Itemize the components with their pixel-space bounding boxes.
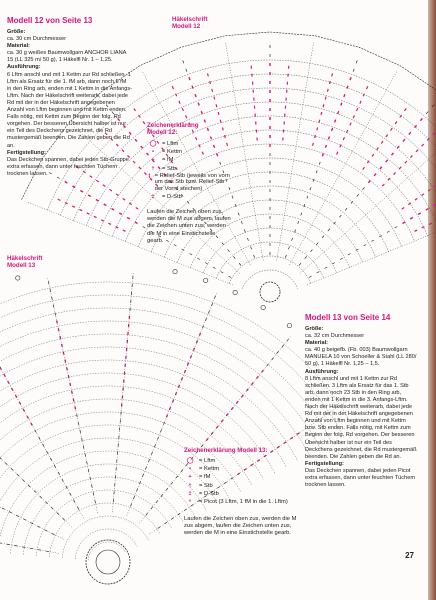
chart12-stitch — [186, 69, 187, 72]
chart12-stitch — [88, 195, 91, 197]
chart12-stitch — [337, 152, 338, 155]
chart12-stitch — [341, 103, 342, 106]
chart12-stitch — [186, 115, 187, 118]
chart13-center-ring — [96, 550, 120, 574]
chart12-stitch — [382, 184, 384, 186]
dstb-icon: ‡ — [151, 193, 155, 200]
chart12-stitch — [387, 231, 390, 233]
model13-instructions — [305, 326, 418, 489]
chart13-center-ring — [86, 540, 130, 584]
chart12-stitch — [322, 236, 324, 238]
oval-icon: ◯ — [149, 141, 157, 147]
chart12-stitch — [183, 60, 184, 63]
chart12-stitch — [335, 120, 336, 123]
chart12-stitch — [394, 173, 396, 175]
chart12-stitch — [133, 161, 135, 163]
chart13-round — [23, 477, 183, 555]
chart12-stitch — [353, 115, 354, 118]
model12-ausfuehrung: 6 Lftm anschl und mit 1 Kettm zur Rd schließen. 1 Lftm als Ersatz für die 1. fM arb, dann noch 5 fM in den Ring arb, enden mit 1 Kettm in die Anfangs-Lftm. Nach der Häkelschrift weiterarb, dabei jede Rd mit der in der Häkelschrift angegebenen Anzahl von Lftm beginnen und mit Kettm enden. Falls nötig, mit Kettm zum Beginn der folg. Rd vorgehen. Der besseren Übersicht halber ist nur ein Teil des Deckchens gezeichnet, die Rd mustergemäß beenden. Die Zahlen geben die Rd an. — [7, 71, 133, 149]
chart12-stitch — [364, 245, 367, 247]
chart12-stitch — [363, 187, 365, 189]
chart13-picot — [203, 278, 207, 282]
chart12-stitch — [65, 182, 68, 184]
legend12-item: ◯ = Lftm — [147, 140, 231, 148]
chart12-stitch — [410, 155, 412, 157]
chart12-stitch — [325, 267, 328, 269]
chart12-stitch — [79, 209, 82, 210]
chart12-stitch — [136, 207, 138, 209]
legend12-item: ‡ = D-Stb — [147, 193, 231, 201]
chart12-stitch — [386, 135, 388, 137]
chart12-stitch — [350, 123, 351, 126]
chart12-stitch — [298, 221, 299, 224]
chart12-stitch — [426, 209, 429, 211]
chart12-stitch — [313, 143, 314, 146]
chart12-stitch — [104, 204, 107, 206]
chart12-stitch — [197, 258, 200, 260]
chart12-stitch — [247, 238, 248, 241]
chart12-stitch — [307, 196, 308, 199]
chart12-stitch — [213, 267, 216, 269]
chart12-stitch — [339, 215, 341, 217]
chart12-stitch — [347, 130, 348, 133]
chart12-stitch — [395, 122, 397, 124]
chart12-stitch — [328, 229, 330, 231]
chart12-stitch — [94, 216, 97, 217]
chart12-stitch — [310, 187, 311, 190]
chart12-stitch — [112, 209, 115, 211]
chart12-stitch — [198, 103, 199, 106]
model12-ausfuehrung-label: Ausführung: — [7, 64, 41, 71]
chart12-stitch — [316, 243, 318, 245]
chart12-stitch — [367, 86, 368, 89]
chart12-stitch — [427, 138, 429, 140]
chart12-stitch — [422, 227, 425, 228]
legend13-item: + = fM — [184, 473, 302, 481]
chart12-stitch — [399, 167, 401, 169]
chart12-stitch — [96, 180, 98, 182]
legend13-item: ‡ = D-Stb — [184, 490, 302, 498]
model13-material-label: Material: — [305, 340, 329, 347]
chart12-stitch — [391, 128, 393, 130]
chart12-stitch — [371, 240, 374, 242]
chart12-stitch — [182, 108, 183, 111]
legend12-title: Zeichenerklärung Modell 12: — [147, 122, 199, 137]
model13-ausfuehrung-label: Ausführung: — [305, 368, 339, 375]
legend13-item: † = Stb — [184, 482, 302, 490]
chart13-round — [62, 516, 148, 558]
chart12-stitch — [386, 160, 388, 162]
chart12-stitch — [72, 206, 75, 207]
chart12-stitch — [309, 276, 312, 278]
chart12-stitch — [433, 133, 435, 135]
chart12-stitch — [218, 112, 219, 115]
chart12-stitch — [214, 97, 215, 100]
chart12-stitch — [319, 162, 320, 165]
chart12-stitch — [410, 218, 413, 220]
chart12-stitch — [80, 191, 83, 193]
chart12-stitch — [127, 218, 130, 220]
chart12-stitch — [212, 89, 213, 92]
model13-fertigstellung: Das Deckchen spannen, dabei jeden Picot extra erfassen, dann unter feuchten Tüchern trocknen lassen. — [305, 467, 416, 489]
legend12-item: + = fM — [147, 156, 231, 164]
chart12-stitch — [204, 120, 205, 123]
model12-material: ca. 30 g weißes Baumwollgarn ANCHOR LIANA 15 (LL 325 m/ 50 g), 1 Häkelfl Nr. 1 – 1,25. — [7, 50, 127, 64]
chart12-stitch — [172, 86, 173, 89]
chart12-stitch — [288, 246, 289, 249]
chart12-stitch — [426, 112, 428, 114]
chart12-stitch — [103, 185, 105, 187]
chart12-stitch — [310, 249, 312, 251]
chart12-stitch — [189, 254, 192, 256]
chart12-stitch — [404, 108, 406, 110]
chart12-stitch — [189, 77, 190, 80]
dot-icon: • — [188, 466, 192, 473]
chart12-stitch — [323, 104, 324, 107]
stb-icon: † — [151, 165, 155, 172]
chart12-stitch — [58, 199, 61, 200]
chart12-stitch — [235, 204, 236, 207]
chart13-round — [88, 542, 126, 560]
chart12-divider — [307, 201, 436, 285]
model12-groesse-label: Größe: — [7, 29, 26, 35]
chart12-stitch — [397, 146, 399, 148]
chart12-stitch — [403, 139, 405, 141]
chart13-picot — [261, 305, 265, 309]
model13-material: ca. 40 g beigefb. (Fb. 003) Baumwollgarn MANUELA 10 von Schoeller & Stahl (LL 280/ 50 g), 1 Häkelfl Nr. 1,25 – 1,5. — [305, 347, 417, 368]
chart12-stitch — [420, 118, 422, 120]
chart12-stitch — [285, 255, 286, 258]
legend13-item: ᵒ = Picot (3 Lftm, 1 fM in die 1. Lftm) — [184, 498, 302, 506]
model12-instructions — [7, 29, 132, 178]
chart12-stitch — [332, 73, 333, 76]
chart12-stitch — [225, 135, 226, 138]
chart13-round — [49, 503, 160, 557]
legend13 — [184, 457, 302, 506]
chart12-stitch — [143, 122, 145, 124]
chart12-stitch — [363, 94, 364, 97]
oval-icon: ◯ — [186, 458, 194, 464]
chart12-stitch — [418, 213, 421, 215]
chart12-stitch — [348, 254, 351, 256]
chart12-stitch — [317, 127, 318, 130]
chart12-stitch — [332, 263, 335, 265]
model13-fertigstellung-label: Fertigstellung: — [305, 460, 344, 467]
legend13-item: ◯ = Lftm — [184, 457, 302, 465]
model12-groesse: ca. 30 cm Durchmesser — [7, 36, 67, 43]
chart12-stitch — [141, 146, 143, 148]
chart12-stitch — [357, 194, 359, 196]
chart12-stitch — [327, 89, 328, 92]
chart12-stitch — [179, 101, 180, 104]
chart12-stitch — [332, 128, 333, 131]
chart12-stitch — [315, 135, 316, 138]
chart13-picot — [16, 276, 20, 280]
chart12-stitch — [241, 221, 242, 224]
chart12-stitch — [316, 170, 317, 173]
relief-stb-icon: ƫ — [148, 172, 151, 179]
legend12-note: Laufen die Zeichen oben zus, werden die M zus abgem, laufen die Zeichen unten zus, werden die M in eine Einstichstelle gearb. — [147, 209, 231, 244]
chart13-picot — [233, 290, 237, 294]
chart12-stitch — [374, 174, 376, 176]
chart12-stitch — [409, 132, 411, 134]
chart12-stitch — [422, 144, 424, 146]
chart12-stitch — [135, 139, 137, 141]
chart12-center-ring — [260, 282, 280, 302]
dstb-icon: ‡ — [188, 490, 192, 497]
chart12-stitch — [325, 97, 326, 100]
model12-title: Modell 12 von Seite 13 — [7, 16, 93, 25]
chart12-stitch — [233, 256, 235, 258]
chart12-stitch — [201, 111, 202, 114]
chart12-stitch — [408, 203, 410, 205]
chart13-picot — [287, 323, 291, 327]
dot-icon: • — [151, 149, 155, 156]
chart12-stitch — [313, 179, 314, 182]
model12-material-label: Material: — [7, 43, 31, 50]
chart12-stitch — [251, 246, 252, 249]
model13-title: Modell 13 von Seite 14 — [305, 313, 391, 322]
chart12-stitch — [216, 104, 217, 107]
chart13-picot — [173, 269, 177, 273]
chart12-stitch — [221, 272, 224, 274]
model12-fertigstellung: Das Deckchen spannen, dabei jeden Stb-Gruppe extra erfassen, dann unter feuchten Tüchern trocknen lassen. — [7, 156, 129, 177]
chart12-label: Häkelschrift Modell 12 — [172, 16, 208, 31]
chart13-round — [0, 334, 309, 542]
chart12-stitch — [176, 94, 177, 97]
chart12-stitch — [192, 86, 193, 89]
stb-icon: † — [188, 482, 192, 489]
chart13-round — [0, 451, 206, 552]
model13-groesse: ca. 32 cm Durchmesser — [305, 333, 365, 340]
chart12-stitch — [228, 276, 231, 278]
chart12-stitch — [138, 115, 140, 117]
chart12-stitch — [301, 213, 302, 216]
chart12-stitch — [377, 148, 379, 150]
chart12-stitch — [220, 120, 221, 123]
legend12-item: • = Kettm — [147, 148, 231, 156]
chart12-stitch — [403, 222, 406, 224]
chart12-stitch — [381, 141, 383, 143]
chart12-stitch — [228, 249, 230, 251]
chart12-stitch — [319, 120, 320, 123]
legend12-item: † = Stb — [147, 165, 231, 173]
chart13-round — [0, 321, 321, 541]
chart12-stitch — [400, 115, 402, 117]
chart12-stitch — [299, 263, 301, 265]
chart12-stitch — [415, 125, 417, 127]
chart12-stitch — [345, 208, 347, 210]
chart13-round — [36, 490, 171, 556]
chart13-label: Häkelschrift Modell 13 — [7, 255, 43, 270]
chart12-stitch — [395, 227, 398, 229]
chart12-stitch — [208, 73, 209, 76]
chart12-stitch — [123, 198, 125, 200]
model12-fertigstellung-label: Fertigstellung: — [7, 149, 46, 156]
chart12-stitch — [210, 136, 211, 139]
legend13-note: Laufen die Zeichen oben zus, werden die M zus abgem, laufen die Zeichen unten zus, werden die M in eine Einstichstelle gearb. — [184, 516, 297, 537]
chart12-stitch — [428, 189, 430, 191]
chart12-stitch — [143, 227, 146, 229]
chart12-stitch — [402, 207, 404, 209]
chart13-divider — [0, 361, 72, 528]
chart12-stitch — [344, 94, 345, 97]
chart12-stitch — [338, 111, 339, 114]
chart12-stitch — [134, 108, 136, 110]
chart13-divider — [0, 512, 59, 554]
chart12-stitch — [116, 194, 118, 196]
chart13-divider — [0, 308, 84, 518]
chart12-stitch — [415, 198, 417, 200]
chart12-stitch — [195, 94, 196, 97]
chart12-stitch — [205, 263, 208, 265]
legend13-item: • = Kettm — [184, 465, 302, 473]
chart12-stitch — [368, 180, 370, 182]
chart12-divider — [277, 42, 314, 261]
chart12-round — [242, 270, 298, 289]
chart12-stitch — [119, 213, 122, 215]
chart12-stitch — [360, 101, 361, 104]
chart12-stitch — [421, 194, 423, 196]
chart12-stitch — [356, 60, 357, 63]
legend13-title: Zeichenerklärung Modell 13: — [184, 447, 268, 454]
chart13-stitch — [0, 543, 2, 544]
chart12-stitch — [415, 230, 418, 231]
chart12-stitch — [87, 213, 90, 214]
chart12-stitch — [108, 223, 111, 224]
chart12-stitch — [432, 105, 434, 107]
chart12-stitch — [139, 167, 141, 169]
plus-icon: + — [151, 157, 155, 164]
chart12-round — [216, 242, 324, 278]
chart12-stitch — [295, 230, 296, 233]
legend12 — [147, 140, 231, 201]
picot-icon: ᵒ — [188, 499, 192, 506]
chart12-stitch — [65, 203, 68, 204]
chart12-stitch — [123, 230, 126, 231]
chart12-stitch — [238, 213, 239, 216]
chart12-stitch — [391, 153, 393, 155]
chart12-stitch — [380, 167, 382, 169]
chart12-stitch — [304, 204, 305, 207]
chart13-round — [10, 464, 194, 553]
chart12-stitch — [222, 127, 223, 130]
chart12-stitch — [239, 263, 241, 265]
chart12-stitch — [416, 150, 418, 152]
chart12-stitch — [322, 153, 323, 156]
chart12-stitch — [350, 77, 351, 80]
legend12-item: ƫ = Relief-Stb (jeweils von vorn um das Stb bzw. Relief-Stb der Vorrd stechen) — [148, 172, 230, 192]
chart12-stitch — [207, 128, 208, 131]
chart12-stitch — [317, 272, 320, 274]
chart12-stitch — [325, 145, 326, 148]
chart12-stitch — [96, 200, 99, 202]
chart12-stitch — [343, 137, 344, 140]
chart12-stitch — [210, 81, 211, 84]
chart12-round — [86, 102, 436, 226]
chart12-stitch — [372, 154, 374, 156]
chart12-stitch — [328, 136, 329, 139]
chart12-stitch — [305, 256, 307, 258]
chart12-stitch — [357, 108, 358, 111]
chart12-stitch — [340, 258, 343, 260]
chart12-stitch — [109, 189, 111, 191]
chart12-stitch — [101, 220, 104, 221]
chart12-stitch — [135, 222, 138, 224]
page-number: 27 — [405, 551, 414, 560]
chart13-round — [75, 529, 137, 559]
chart12-stitch — [232, 196, 233, 199]
chart12-stitch — [405, 161, 407, 163]
chart12-stitch — [254, 255, 255, 258]
chart12-stitch — [353, 69, 354, 72]
model13-ausfuehrung: 8 Lftm anschl und mit 1 Kettm zur Rd schließen. 3 Lftm als Ersatz für das 1. Stb arb, dann noch 23 Stb in den Ring arb, enden mit 1 Kettm in die 3. Anfangs-Lftm. Nach der Häkelschrift weiterarb, dabei jede Rd mit der in der Häkelschrift angegebenen Anzahl von Lftm beginnen und mit Kettm bzw. Stb enden. Falls nötig, mit Kettm zum Beginn der folg. Rd vorgehen. Der besseren Übersicht halber ist nur ein Teil des Deckchens gezeichnet, die Rd mustergemäß beenden. Die Zahlen geben die Rd an. — [305, 375, 417, 460]
chart12-stitch — [321, 112, 322, 115]
chart12-stitch — [429, 223, 432, 224]
chart12-stitch — [330, 81, 331, 84]
chart12-stitch — [292, 238, 293, 241]
plus-icon: + — [188, 474, 192, 481]
model13-groesse-label: Größe: — [305, 326, 324, 332]
chart12-stitch — [347, 86, 348, 89]
chart12-stitch — [388, 178, 390, 180]
chart12-stitch — [363, 167, 365, 169]
chart12-stitch — [244, 230, 245, 233]
